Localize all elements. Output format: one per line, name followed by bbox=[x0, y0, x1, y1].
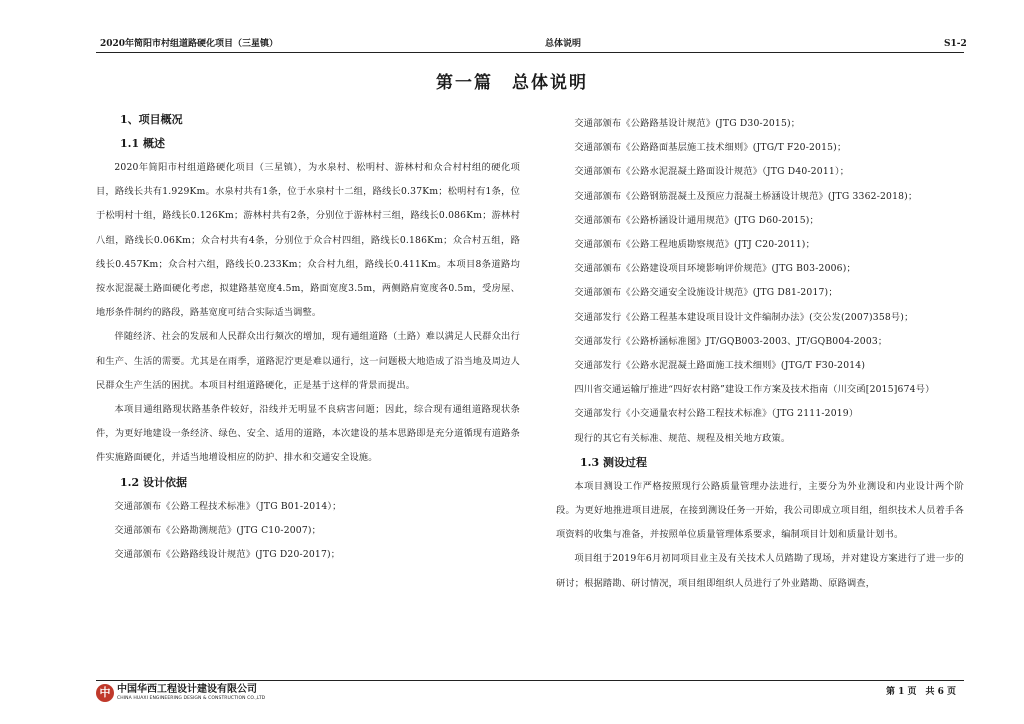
header-section-title: 总体说明 bbox=[545, 39, 582, 49]
heading-project-overview: 1、项目概况 bbox=[120, 113, 183, 126]
paragraph-approach: 本项目通组路现状路基条件较好，沿线并无明显不良病害问题；因此，综合现有通组道路现状条件，为更好地建设一条经济、绿色、安全、适用的道路，本次建设的基本思路即是充分道循现有道路条件实施路面硬化，并适当地增设相应的防护、排水和交通安全设施。 bbox=[96, 404, 520, 464]
basis-item: 交通部颁布《公路交通安全设施设计规范》(JTG D81-2017)； bbox=[574, 287, 838, 299]
paragraph-overview: 2020年简阳市村组道路硬化项目（三星镇），为水泉村、松明村、游林村和众合村村组的硬化项目，路线长共有1.929Km。水泉村共有1条，位于水泉村十二组，路线长0.37Km；松明村有1条，位于松明村十组，路线长0.126Km；游林村共有2条，分别位于游林村三组，路线长0.086Km；游林村八组，路线长0.06Km；众合村共有4条，分别位于众合村四组，路线长0.186Km；众合村五组，路线长0.457Km；众合村六组，路线长0.233Km；众合村九组，路线长0.411Km。本项目8条道路均按水泥混凝土路面硬化考虑，拟建路基宽度4.5m，路面宽度3.5m，两侧路肩宽度各0.5m，受房屋、地形条件制约的路段，路基宽度可结合实际适当调整。 bbox=[96, 162, 520, 319]
header-rule bbox=[96, 52, 964, 53]
company-emblem-icon: 中 bbox=[96, 684, 114, 702]
company-name-cn: 中国华西工程设计建设有限公司 bbox=[117, 684, 257, 695]
paragraph-background: 伴随经济、社会的发展和人民群众出行频次的增加，现有通组道路（土路）难以满足人民群众出行和生产、生活的需要。尤其是在雨季，道路泥泞更是难以通行，这一问题极大地造成了沿当地及周边人民群众生产生活的困扰。本项目村组道路硬化，正是基于这样的背景而提出。 bbox=[96, 331, 520, 391]
paragraph-survey-method: 本项目测设工作严格按照现行公路质量管理办法进行，主要分为外业测设和内业设计两个阶段。为更好地推进项目进展，在接到测设任务一开始，我公司即成立项目组，组织技术人员着手各项资料的收集与准备，并按照单位质量管理体系要求，编制项目计划和质量计划书。 bbox=[556, 480, 964, 541]
basis-item: 交通部颁布《公路勘测规范》(JTG C10-2007)； bbox=[114, 524, 322, 536]
basis-item: 交通部颁布《公路路线设计规范》(JTG D20-2017)； bbox=[114, 549, 341, 561]
basis-item: 交通部颁布《公路路面基层施工技术细则》(JTG/T F20-2015)； bbox=[574, 142, 847, 154]
company-name-en: CHINA HUAXI ENGINEERING DESIGN & CONSTRUCTION CO.,LTD bbox=[117, 696, 266, 701]
basis-item: 交通部颁布《公路工程技术标准》（JTG B01-2014）； bbox=[114, 500, 342, 512]
heading-overview: 1.1 概述 bbox=[120, 137, 165, 150]
header-sheet-number: S1-2 bbox=[944, 39, 967, 49]
basis-item: 交通部发行《公路桥涵标准图》JT/GQB003-2003、JT/GQB004-2003； bbox=[574, 335, 888, 347]
basis-item: 现行的其它有关标准、规范、规程及相关地方政策。 bbox=[574, 432, 791, 444]
basis-item: 交通部发行《公路工程基本建设项目设计文件编制办法》(交公发(2007)358号)； bbox=[574, 311, 914, 323]
heading-survey-process: 1.3 测设过程 bbox=[580, 455, 647, 469]
basis-item: 交通部颁布《公路工程地质勘察规范》(JTJ C20-2011)； bbox=[574, 239, 815, 251]
page-title: 第一篇 总体说明 bbox=[436, 73, 588, 93]
basis-item: 交通部颁布《公路建设项目环境影响评价规范》(JTG B03-2006)； bbox=[574, 263, 856, 275]
basis-item: 交通部发行《公路水泥混凝土路面施工技术细则》(JTG/T F30-2014) bbox=[574, 360, 866, 372]
heading-design-basis: 1.2 设计依据 bbox=[120, 475, 187, 489]
basis-item: 交通部颁布《公路桥涵设计通用规范》(JTG D60-2015)； bbox=[574, 214, 819, 226]
basis-item: 四川省交通运输厅推进“四好农村路”建设工作方案及技术指南（川交函[2015]674号） bbox=[574, 384, 935, 396]
right-column bbox=[556, 112, 964, 596]
page-number: 第 1 页 共 6 页 bbox=[886, 687, 957, 697]
basis-item: 交通部颁布《公路路基设计规范》(JTG D30-2015)； bbox=[574, 118, 801, 129]
company-logo bbox=[96, 684, 296, 704]
basis-item: 交通部发行《小交通量农村公路工程技术标准》（JTG 2111-2019） bbox=[574, 408, 859, 420]
left-column bbox=[96, 108, 520, 567]
basis-item: 交通部颁布《公路水泥混凝土路面设计规范》（JTG D40-2011）； bbox=[574, 166, 850, 178]
paragraph-survey-fieldwork: 项目组于2019年6月初同项目业主及有关技术人员踏勘了现场，并对建设方案进行了进一步的研讨；根据踏勘、研讨情况，项目组即组织人员进行了外业踏勘、原路调查， bbox=[556, 553, 964, 589]
header-project-name: 2020年简阳市村组道路硬化项目（三星镇） bbox=[100, 39, 279, 49]
footer-rule bbox=[96, 680, 964, 681]
basis-item: 交通部颁布《公路钢筋混凝土及预应力混凝土桥涵设计规范》(JTG 3362-2018)； bbox=[574, 190, 918, 202]
